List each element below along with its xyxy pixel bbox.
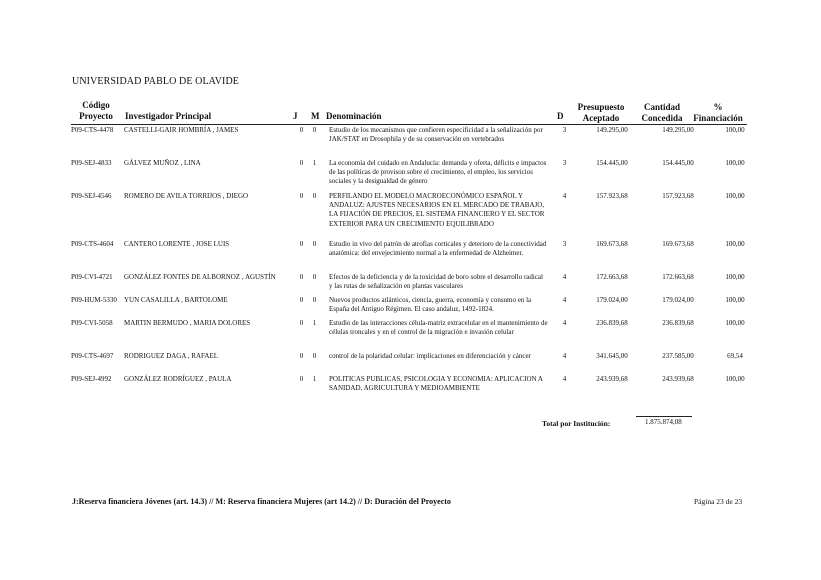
header-financiacion-line1: % [713, 102, 723, 112]
table-row [71, 296, 757, 319]
principal-investigator: MARTIN BERMUDO , MARIA DOLORES [124, 319, 251, 327]
header-presupuesto-line2: Aceptado [582, 113, 620, 123]
duracion: 4 [562, 296, 567, 304]
denominacion: Nuevos productos atlánticos, ciencia, guerra, economía y consumo en la España del Antiguo Régimen. El caso andaluz, 1492-1824. [329, 296, 532, 314]
institution-title: UNIVERSIDAD PABLO DE OLAVIDE [72, 76, 239, 87]
cantidad-concedida: 172.663,68 [662, 273, 694, 281]
porcentaje-financiacion: 69,54 [727, 352, 743, 360]
presupuesto-aceptado: 341.645,00 [596, 352, 628, 360]
porcentaje-financiacion: 100,00 [725, 192, 745, 200]
reserva-jovenes: 0 [299, 273, 304, 281]
reserva-jovenes: 0 [299, 352, 304, 360]
principal-investigator: ROMERO DE AVILA TORRIJOS , DIEGO [124, 192, 249, 200]
project-code: P09-CTS-4604 [71, 240, 114, 248]
reserva-mujeres: 1 [312, 159, 317, 167]
principal-investigator: GONZÁLEZ RODRÍGUEZ , PAULA [124, 375, 232, 383]
cantidad-concedida: 169.673,68 [662, 240, 694, 248]
total-label: Total por Institución: [542, 419, 611, 428]
presupuesto-aceptado: 172.663,68 [596, 273, 628, 281]
reserva-mujeres: 1 [312, 375, 317, 383]
header-cantidad [634, 102, 690, 124]
principal-investigator: CANTERO LORENTE , JOSE LUIS [124, 240, 230, 248]
denominacion: control de la polaridad celular: implicaciones en diferenciación y cáncer [329, 352, 531, 360]
project-code: P09-CVI-5058 [71, 319, 113, 327]
reserva-mujeres: 0 [312, 126, 317, 134]
duracion: 4 [562, 352, 567, 360]
denominacion: PERFILANDO EL MODELO MACROECONÓMICO ESPAÑOL Y ANDALUZ: AJUSTES NECESARIOS EN EL MERCADO DE TRABAJO, LA FIJACIÓN DE PRECIOS, EL SISTEMA FINANCIERO Y EL SECTOR EXTERIOR PARA UN CRECIMIENTO EQUILIBRADO [329, 192, 545, 228]
header-denominacion: Denominación [326, 111, 382, 121]
presupuesto-aceptado: 149.295,00 [596, 126, 628, 134]
cantidad-concedida: 154.445,00 [662, 159, 694, 167]
denominacion: Estudio de los mecanismos que confieren especificidad a la señalización por JAK/STAT en Drosophila y de su conservación en vertebrados [329, 126, 543, 144]
cantidad-concedida: 179.024,00 [662, 296, 694, 304]
project-code: P09-CTS-4697 [71, 352, 114, 360]
principal-investigator: GÁLVEZ MUÑOZ , LINA [124, 159, 201, 167]
header-investigador: Investigador Principal [125, 111, 212, 121]
reserva-mujeres: 1 [312, 319, 317, 327]
principal-investigator: RODRIGUEZ DAGA , RAFAEL [124, 352, 218, 360]
table-row [71, 159, 757, 192]
header-presupuesto [570, 102, 632, 124]
page-number: Página 23 de 23 [694, 497, 743, 506]
header-codigo-line1: Código [82, 100, 110, 110]
porcentaje-financiacion: 100,00 [725, 159, 745, 167]
reserva-jovenes: 0 [299, 375, 304, 383]
header-codigo-line2: Proyecto [79, 111, 113, 121]
header-j: J [293, 111, 298, 121]
duracion: 4 [562, 192, 567, 200]
header-d: D [557, 111, 564, 121]
porcentaje-financiacion: 100,00 [725, 319, 745, 327]
cantidad-concedida: 236.839,68 [662, 319, 694, 327]
principal-investigator: YUN CASALILLA , BARTOLOME [124, 296, 228, 304]
porcentaje-financiacion: 100,00 [725, 240, 745, 248]
header-rule [71, 124, 747, 125]
cantidad-concedida: 237.585,00 [662, 352, 694, 360]
table-row [71, 273, 757, 296]
table-row [71, 240, 757, 273]
table-row [71, 192, 757, 240]
presupuesto-aceptado: 236.839,68 [596, 319, 628, 327]
project-code: P09-CVI-4721 [71, 273, 113, 281]
total-rule [636, 416, 692, 417]
reserva-mujeres: 0 [312, 273, 317, 281]
presupuesto-aceptado: 154.445,00 [596, 159, 628, 167]
presupuesto-aceptado: 169.673,68 [596, 240, 628, 248]
reserva-mujeres: 0 [312, 352, 317, 360]
presupuesto-aceptado: 157.923,68 [596, 192, 628, 200]
reserva-jovenes: 0 [299, 126, 304, 134]
projects-table [71, 126, 757, 405]
denominacion: Estudio de las interacciones célula-matriz extracelular en el mantenimiento de células troncales y en el control de la migración e invasión celular [329, 319, 548, 337]
project-code: P09-SEJ-4833 [71, 159, 112, 167]
table-row [71, 352, 757, 375]
reserva-mujeres: 0 [312, 296, 317, 304]
footer-legend: J:Reserva financiera Jóvenes (art. 14.3) // M: Reserva financiera Mujeres (art 14.2) // D: Duración del Proyecto [72, 497, 451, 506]
porcentaje-financiacion: 100,00 [725, 273, 745, 281]
reserva-jovenes: 0 [299, 240, 304, 248]
reserva-jovenes: 0 [299, 192, 304, 200]
project-code: P09-SEJ-4992 [71, 375, 112, 383]
table-row [71, 126, 757, 159]
header-cantidad-line1: Cantidad [643, 102, 680, 112]
table-row [71, 319, 757, 352]
porcentaje-financiacion: 100,00 [725, 126, 745, 134]
duracion: 4 [562, 319, 567, 327]
header-financiacion-line2: Financiación [693, 113, 743, 123]
header-cantidad-line2: Concedida [641, 113, 683, 123]
table-row [71, 375, 757, 405]
principal-investigator: CASTELLI-GAIR HOMBRÍA , JAMES [124, 126, 239, 134]
porcentaje-financiacion: 100,00 [725, 296, 745, 304]
reserva-mujeres: 0 [312, 240, 317, 248]
reserva-jovenes: 0 [299, 159, 304, 167]
header-presupuesto-line1: Presupuesto [577, 102, 625, 112]
denominacion: POLITICAS PUBLICAS, PSICOLOGIA Y ECONOMIA: APLICACION A SANIDAD, AGRICULTURA Y MEDIOAMBIENTE [329, 375, 543, 393]
denominacion: Estudio in vivo del patrón de atrofias corticales y deterioro de la conectividad anatómica: del envejecimiento normal a la enfermedad de Alzheimer. [329, 240, 547, 258]
cantidad-concedida: 243.939,68 [662, 375, 694, 383]
total-value: 1.875.874,08 [645, 418, 682, 426]
header-codigo [74, 100, 118, 122]
cantidad-concedida: 157.923,68 [662, 192, 694, 200]
header-financiacion [688, 102, 748, 124]
header-m: M [311, 111, 320, 121]
principal-investigator: GONZÁLEZ FONTES DE ALBORNOZ , AGUSTÍN [124, 273, 276, 281]
duracion: 3 [562, 240, 567, 248]
reserva-jovenes: 0 [299, 296, 304, 304]
cantidad-concedida: 149.295,00 [662, 126, 694, 134]
denominacion: Efectos de la deficiencia y de la toxicidad de boro sobre el desarrollo radical y las rutas de señalización en plantas vasculares [329, 273, 543, 291]
project-code: P09-SEJ-4546 [71, 192, 112, 200]
duracion: 4 [562, 375, 567, 383]
presupuesto-aceptado: 179.024,00 [596, 296, 628, 304]
duracion: 4 [562, 273, 567, 281]
porcentaje-financiacion: 100,00 [725, 375, 745, 383]
reserva-mujeres: 0 [312, 192, 317, 200]
reserva-jovenes: 0 [299, 319, 304, 327]
presupuesto-aceptado: 243.939,68 [596, 375, 628, 383]
project-code: P09-CTS-4478 [71, 126, 114, 134]
duracion: 3 [562, 126, 567, 134]
denominacion: La economía del cuidado en Andalucía: demanda y oferta, déficits e impactos de las políticas de provison sobre el crecimiento, el empleo, los servicios sociales y la desigualdad de género [329, 159, 547, 186]
project-code: P09-HUM-5330 [71, 296, 117, 304]
duracion: 3 [562, 159, 567, 167]
